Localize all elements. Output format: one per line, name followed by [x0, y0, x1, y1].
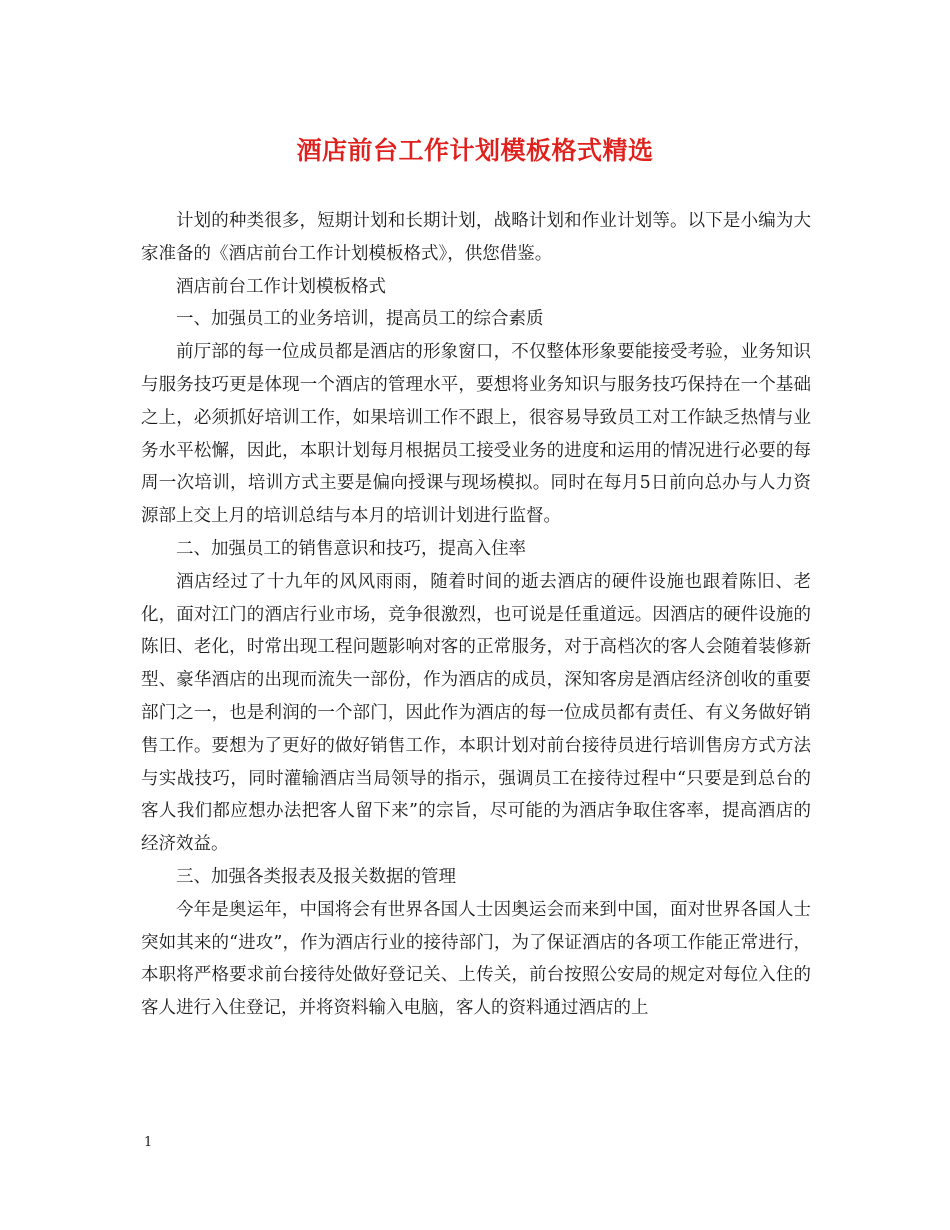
- document-title: 酒店前台工作计划模板格式精选: [296, 136, 654, 165]
- section-heading-2: 二、加强员工的销售意识和技巧，提高入住率: [176, 538, 526, 559]
- paragraph-section-2: 酒店经过了十九年的风风雨雨，随着时间的逝去酒店的硬件设施也跟着陈旧、老化，面对江门的酒店行业市场，竞争很激烈，也可说是任重道远。因酒店的硬件设施的陈旧、老化，时常出现工程问题影响对客的正常服务，对于高档次的客人会随着装修新型、豪华酒店的出现而流失一部份，作为酒店的成员，深知客房是酒店经济创收的重要部门之一，也是利润的一个部门，因此作为酒店的每一位成员都有责任、有义务做好销售工作。要想为了更好的做好销售工作，本职计划对前台接待员进行培训售房方式方法与实战技巧，同时灌输酒店当局领导的指示，强调员工在接待过程中“只要是到总台的客人我们都应想办法把客人留下来”的宗旨，尽可能的为酒店争取住客率，提高酒店的经济效益。: [141, 571, 811, 855]
- document-body: [141, 205, 811, 1025]
- paragraph-intro: 计划的种类很多，短期计划和长期计划，战略计划和作业计划等。以下是小编为大家准备的《酒店前台工作计划模板格式》，供您借鉴。: [141, 211, 811, 264]
- paragraph-section-1: 前厅部的每一位成员都是酒店的形象窗口，不仅整体形象要能接受考验，业务知识与服务技巧更是体现一个酒店的管理水平，要想将业务知识与服务技巧保持在一个基础之上，必须抓好培训工作，如果培训工作不跟上，很容易导致员工对工作缺乏热情与业务水平松懈，因此，本职计划每月根据员工接受业务的进度和运用的情况进行必要的每周一次培训，培训方式主要是偏向授课与现场模拟。同时在每月5日前向总办与人力资源部上交上月的培训总结与本月的培训计划进行监督。: [141, 342, 811, 527]
- page-number: 1: [144, 1135, 153, 1150]
- paragraph-section-3: 今年是奥运年，中国将会有世界各国人士因奥运会而来到中国，面对世界各国人士突如其来的“进攻”，作为酒店行业的接待部门，为了保证酒店的各项工作能正常进行，本职将严格要求前台接待处做好登记关、上传关，前台按照公安局的规定对每位入住的客人进行入住登记，并将资料输入电脑，客人的资料通过酒店的上: [141, 899, 811, 1019]
- section-heading-1: 一、加强员工的业务培训，提高员工的综合素质: [176, 309, 544, 330]
- paragraph-subtitle: 酒店前台工作计划模板格式: [176, 276, 386, 297]
- section-heading-3: 三、加强各类报表及报关数据的管理: [176, 866, 456, 887]
